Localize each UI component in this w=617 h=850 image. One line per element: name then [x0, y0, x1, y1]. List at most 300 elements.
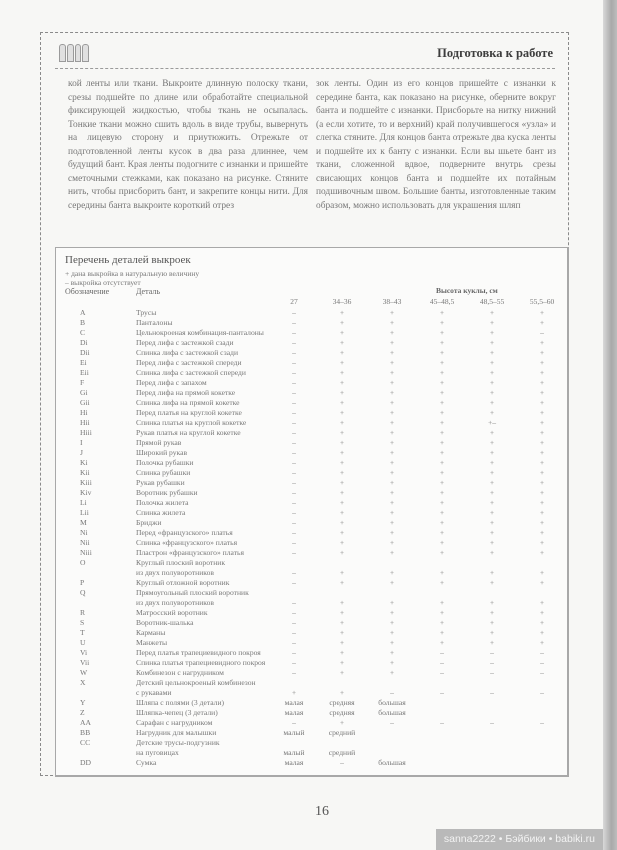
row-value: +	[489, 478, 495, 487]
row-value: –	[292, 478, 296, 487]
row-value: +	[539, 398, 545, 407]
row-value: +	[389, 598, 395, 607]
row-code: Nii	[80, 538, 90, 547]
row-value: +	[489, 608, 495, 617]
row-value: –	[540, 648, 544, 657]
row-value: +	[489, 548, 495, 557]
row-value: +	[489, 438, 495, 447]
table-row	[56, 698, 567, 708]
row-detail: Панталоны	[136, 318, 173, 327]
table-row	[56, 618, 567, 628]
table-row	[56, 508, 567, 518]
size-column-header: 48,5–55	[479, 297, 505, 306]
row-value: +	[439, 308, 445, 317]
row-value: +	[439, 508, 445, 517]
row-value: –	[540, 328, 544, 337]
row-value: –	[292, 388, 296, 397]
row-detail: Спинка «французского» платья	[136, 538, 238, 547]
row-detail: Бриджи	[136, 518, 162, 527]
row-value: малая	[284, 758, 304, 767]
row-value: –	[292, 638, 296, 647]
table-row	[56, 578, 567, 588]
row-value: +	[439, 438, 445, 447]
row-value: +	[439, 488, 445, 497]
row-detail: Перед платья трапециевидного покроя	[136, 648, 261, 657]
row-detail: Перед лифа с застежкой спереди	[136, 358, 242, 367]
row-value: +	[489, 468, 495, 477]
row-value: +	[539, 568, 545, 577]
row-value: +	[389, 478, 395, 487]
row-value: +	[339, 548, 345, 557]
row-value: –	[292, 538, 296, 547]
row-value: +	[539, 488, 545, 497]
row-value: –	[440, 688, 444, 697]
row-value: –	[292, 368, 296, 377]
row-code: O	[80, 558, 86, 567]
table-row	[56, 428, 567, 438]
row-detail: Сумка	[136, 758, 157, 767]
row-detail: Карманы	[136, 628, 166, 637]
row-code: Hii	[80, 418, 90, 427]
row-value: +	[539, 498, 545, 507]
row-detail: Круглый плоский воротник	[136, 558, 226, 567]
header-designation: Обозначение	[65, 287, 110, 296]
row-value: +	[339, 598, 345, 607]
row-value: +	[539, 458, 545, 467]
row-value: +	[539, 318, 545, 327]
row-value: +	[489, 318, 495, 327]
row-value: –	[292, 568, 296, 577]
row-code: Kiv	[80, 488, 92, 497]
row-value: +	[539, 548, 545, 557]
row-value: +–	[487, 418, 497, 427]
page-header	[55, 40, 555, 69]
table-row	[56, 318, 567, 328]
row-value: –	[292, 608, 296, 617]
row-detail: Круглый отложной воротник	[136, 578, 230, 587]
row-code: C	[80, 328, 86, 337]
table-row	[56, 518, 567, 528]
row-value: –	[340, 758, 344, 767]
table-row	[56, 528, 567, 538]
row-value: +	[489, 348, 495, 357]
row-value: +	[389, 528, 395, 537]
row-code: Gi	[80, 388, 88, 397]
row-value: +	[439, 428, 445, 437]
row-value: –	[440, 718, 444, 727]
row-detail-continued: из двух полуворотников	[136, 598, 214, 607]
legend-plus: + дана выкройка в натуральную величину	[65, 269, 200, 278]
row-detail: Полочка жилета	[136, 498, 189, 507]
row-value: +	[339, 498, 345, 507]
row-code: Vii	[80, 658, 90, 667]
row-value: +	[389, 578, 395, 587]
row-value: +	[339, 648, 345, 657]
row-value: –	[292, 408, 296, 417]
row-detail: Спинка лифа с застежкой сзади	[136, 348, 239, 357]
row-value: +	[539, 308, 545, 317]
row-detail-continued: из двух полуворотников	[136, 568, 214, 577]
table-row	[56, 368, 567, 378]
row-value: +	[539, 408, 545, 417]
row-value: +	[439, 518, 445, 527]
row-value: +	[539, 608, 545, 617]
row-value: +	[389, 518, 395, 527]
row-value: +	[489, 568, 495, 577]
row-value: +	[539, 528, 545, 537]
row-value: +	[539, 358, 545, 367]
row-detail: Прямоугольный плоский воротник	[136, 588, 249, 597]
row-detail: Перед лифа с запахом	[136, 378, 207, 387]
row-value: средний	[328, 748, 356, 757]
row-value: +	[389, 618, 395, 627]
row-value: +	[339, 668, 345, 677]
row-value: +	[439, 368, 445, 377]
row-code: Kiii	[80, 478, 92, 487]
row-value: +	[489, 398, 495, 407]
row-value: –	[292, 378, 296, 387]
table-body	[56, 308, 567, 768]
row-value: +	[389, 318, 395, 327]
row-value: –	[292, 648, 296, 657]
row-value: –	[540, 718, 544, 727]
row-value: –	[292, 628, 296, 637]
table-row	[56, 418, 567, 428]
row-value: +	[389, 338, 395, 347]
row-value: +	[489, 308, 495, 317]
table-row-continuation	[56, 688, 567, 698]
row-value: +	[439, 478, 445, 487]
row-value: –	[440, 658, 444, 667]
row-value: –	[292, 458, 296, 467]
row-value: +	[539, 638, 545, 647]
row-value: +	[489, 328, 495, 337]
row-value: малый	[283, 748, 305, 757]
row-value: +	[539, 598, 545, 607]
row-code: Hi	[80, 408, 88, 417]
row-value: –	[292, 518, 296, 527]
table-row	[56, 358, 567, 368]
row-code: Ei	[80, 358, 87, 367]
row-value: –	[490, 688, 494, 697]
row-detail-continued: на пуговицах	[136, 748, 179, 757]
row-detail: Матросский воротник	[136, 608, 208, 617]
table-row	[56, 758, 567, 768]
row-value: –	[292, 488, 296, 497]
row-value: +	[389, 608, 395, 617]
row-value: –	[292, 578, 296, 587]
row-value: +	[339, 618, 345, 627]
table-row	[56, 308, 567, 318]
row-value: +	[389, 458, 395, 467]
row-value: +	[339, 478, 345, 487]
row-code: W	[80, 668, 88, 677]
row-value: +	[439, 528, 445, 537]
row-detail-continued: с рукавами	[136, 688, 172, 697]
row-value: –	[292, 508, 296, 517]
row-detail: Трусы	[136, 308, 157, 317]
row-value: +	[389, 428, 395, 437]
row-value: +	[339, 538, 345, 547]
row-code: Lii	[80, 508, 89, 517]
row-value: +	[489, 428, 495, 437]
row-detail: Перед лифа на прямой кокетке	[136, 388, 236, 397]
row-value: –	[490, 718, 494, 727]
row-value: –	[292, 598, 296, 607]
row-value: +	[539, 448, 545, 457]
row-value: +	[489, 488, 495, 497]
row-value: +	[489, 378, 495, 387]
row-value: –	[390, 718, 394, 727]
size-column-header: 34–36	[332, 297, 352, 306]
row-value: +	[439, 618, 445, 627]
row-value: +	[489, 508, 495, 517]
row-value: +	[339, 718, 345, 727]
row-code: Ki	[80, 458, 88, 467]
row-value: +	[339, 508, 345, 517]
row-value: –	[292, 528, 296, 537]
row-code: DD	[80, 758, 91, 767]
row-code: Z	[80, 708, 85, 717]
row-value: –	[292, 618, 296, 627]
row-code: S	[80, 618, 85, 627]
row-code: AA	[80, 718, 91, 727]
table-row	[56, 628, 567, 638]
row-value: +	[489, 458, 495, 467]
row-detail: Перед платья на круглой кокетке	[136, 408, 242, 417]
table-title: Перечень деталей выкроек	[65, 254, 191, 266]
row-value: –	[390, 688, 394, 697]
row-value: +	[339, 308, 345, 317]
row-code: Q	[80, 588, 86, 597]
table-row	[56, 718, 567, 728]
row-value: +	[339, 368, 345, 377]
row-detail: Цельнокроеная комбинация-панталоны	[136, 328, 264, 337]
row-value: +	[389, 438, 395, 447]
row-value: +	[389, 388, 395, 397]
row-value: +	[339, 458, 345, 467]
row-value: +	[439, 348, 445, 357]
table-row	[56, 398, 567, 408]
row-value: –	[292, 438, 296, 447]
row-value: –	[540, 658, 544, 667]
row-value: +	[539, 438, 545, 447]
row-value: +	[439, 398, 445, 407]
table-row	[56, 658, 567, 668]
row-value: +	[389, 508, 395, 517]
row-value: –	[440, 648, 444, 657]
row-value: +	[339, 338, 345, 347]
size-column-header: 27	[290, 297, 298, 306]
row-detail: Сарафан с нагрудником	[136, 718, 213, 727]
row-code: Eii	[80, 368, 89, 377]
row-value: +	[539, 388, 545, 397]
row-value: –	[292, 668, 296, 677]
row-value: +	[389, 448, 395, 457]
table-row	[56, 638, 567, 648]
row-detail: Воротник-шалька	[136, 618, 194, 627]
table-row	[56, 338, 567, 348]
row-detail: Нагрудник для малышки	[136, 728, 217, 737]
row-code: BB	[80, 728, 91, 737]
row-code: Vi	[80, 648, 88, 657]
table-row	[56, 378, 567, 388]
row-code: Di	[80, 338, 88, 347]
row-value: +	[439, 338, 445, 347]
row-code: R	[80, 608, 86, 617]
text-column-left: кой ленты или ткани. Выкроите длинную полоску ткани, срезы подшейте по длине или обработайте специальной фиксирующей жидкостью, чтобы ткань не осыпалась. Тонкие ткани можно сшить вдоль в виде трубы, вывернуть на лицевую сторону и приутюжить. Отрежьте от подготовленной ленты кусок в два раза длиннее, чем будущий бант. Края ленты подогните с изнанки и пришейте сметочными стежками, как показано на рисунке. Стяните нить, чтобы присборить бант, и закрепите концы нити. Для середины банта выкроите короткий отрез	[68, 79, 308, 211]
table-row	[56, 478, 567, 488]
row-code: T	[80, 628, 85, 637]
row-value: большая	[378, 708, 406, 717]
row-value: +	[439, 468, 445, 477]
row-value: –	[292, 468, 296, 477]
row-code: CC	[80, 738, 91, 747]
row-value: +	[439, 388, 445, 397]
row-value: +	[539, 628, 545, 637]
table-row-continuation	[56, 748, 567, 758]
row-value: +	[439, 328, 445, 337]
row-value: +	[339, 388, 345, 397]
row-value: –	[490, 668, 494, 677]
row-detail: Спинка платья на круглой кокетке	[136, 418, 247, 427]
row-value: –	[292, 548, 296, 557]
row-value: +	[489, 498, 495, 507]
row-value: +	[489, 408, 495, 417]
row-value: +	[389, 408, 395, 417]
row-value: +	[439, 578, 445, 587]
row-value: +	[439, 458, 445, 467]
row-value: +	[539, 468, 545, 477]
row-value: +	[339, 688, 345, 697]
table-row	[56, 448, 567, 458]
table-row	[56, 458, 567, 468]
row-value: +	[339, 408, 345, 417]
row-value: +	[339, 448, 345, 457]
row-value: +	[489, 338, 495, 347]
row-code: M	[80, 518, 87, 527]
row-value: +	[389, 468, 395, 477]
row-value: +	[389, 398, 395, 407]
row-value: +	[389, 658, 395, 667]
row-code: U	[80, 638, 86, 647]
row-code: Ni	[80, 528, 88, 537]
table-row	[56, 468, 567, 478]
row-value: –	[292, 318, 296, 327]
row-value: +	[539, 418, 545, 427]
row-value: –	[540, 688, 544, 697]
row-value: +	[439, 358, 445, 367]
row-code: Li	[80, 498, 87, 507]
size-column-header: 55,5–60	[529, 297, 555, 306]
row-value: +	[439, 408, 445, 417]
table-row	[56, 438, 567, 448]
row-value: +	[339, 348, 345, 357]
row-value: +	[389, 568, 395, 577]
page-number: 16	[315, 804, 329, 819]
section-title: Подготовка к работе	[437, 46, 553, 60]
header-detail: Деталь	[136, 287, 160, 296]
table-row	[56, 608, 567, 618]
row-detail: Широкий рукав	[136, 448, 188, 457]
row-value: +	[489, 578, 495, 587]
row-value: –	[292, 308, 296, 317]
dolls-logo-icon	[59, 42, 89, 62]
legend-minus: – выкройка отсутствует	[65, 278, 141, 287]
row-value: +	[489, 598, 495, 607]
row-value: +	[439, 318, 445, 327]
row-value: +	[339, 518, 345, 527]
row-value: +	[439, 628, 445, 637]
row-code: A	[80, 308, 86, 317]
pattern-parts-table	[55, 247, 569, 777]
row-detail: Спинка лифа на прямой кокетке	[136, 398, 240, 407]
row-value: –	[440, 668, 444, 677]
row-value: малая	[284, 698, 304, 707]
row-value: +	[291, 688, 297, 697]
row-value: +	[439, 598, 445, 607]
row-value: +	[539, 478, 545, 487]
row-detail: Спинка жилета	[136, 508, 186, 517]
row-code: P	[80, 578, 85, 587]
row-value: +	[389, 348, 395, 357]
row-value: +	[389, 488, 395, 497]
row-code: F	[80, 378, 85, 387]
row-value: –	[292, 718, 296, 727]
table-row	[56, 388, 567, 398]
table-row	[56, 668, 567, 678]
row-value: средняя	[329, 708, 355, 717]
row-value: –	[292, 338, 296, 347]
row-code: Hiii	[80, 428, 92, 437]
row-code: X	[80, 678, 86, 687]
row-value: +	[439, 448, 445, 457]
row-value: средняя	[329, 698, 355, 707]
row-detail: Шляпа с полями (3 детали)	[136, 698, 225, 707]
table-row	[56, 548, 567, 558]
row-value: +	[489, 528, 495, 537]
row-code: Gii	[80, 398, 90, 407]
row-value: –	[292, 328, 296, 337]
row-value: +	[389, 378, 395, 387]
table-row	[56, 328, 567, 338]
row-value: +	[439, 638, 445, 647]
row-value: большая	[378, 698, 406, 707]
row-value: +	[389, 628, 395, 637]
row-value: +	[489, 388, 495, 397]
row-value: +	[539, 578, 545, 587]
book-binding	[603, 0, 617, 850]
row-detail: Спинка лифа с застежкой спереди	[136, 368, 246, 377]
row-value: –	[490, 658, 494, 667]
row-value: –	[490, 648, 494, 657]
row-value: +	[339, 658, 345, 667]
row-value: –	[292, 358, 296, 367]
table-row	[56, 648, 567, 658]
row-detail: Прямой рукав	[136, 438, 182, 447]
row-value: +	[339, 318, 345, 327]
row-value: +	[339, 328, 345, 337]
row-value: +	[389, 308, 395, 317]
row-code: J	[80, 448, 83, 457]
row-value: +	[339, 428, 345, 437]
row-detail: Манжеты	[136, 638, 168, 647]
table-row	[56, 498, 567, 508]
row-value: средний	[328, 728, 356, 737]
row-value: +	[539, 378, 545, 387]
row-value: –	[292, 348, 296, 357]
watermark: sanna2222 • Бэйбики • babiki.ru	[436, 829, 603, 850]
